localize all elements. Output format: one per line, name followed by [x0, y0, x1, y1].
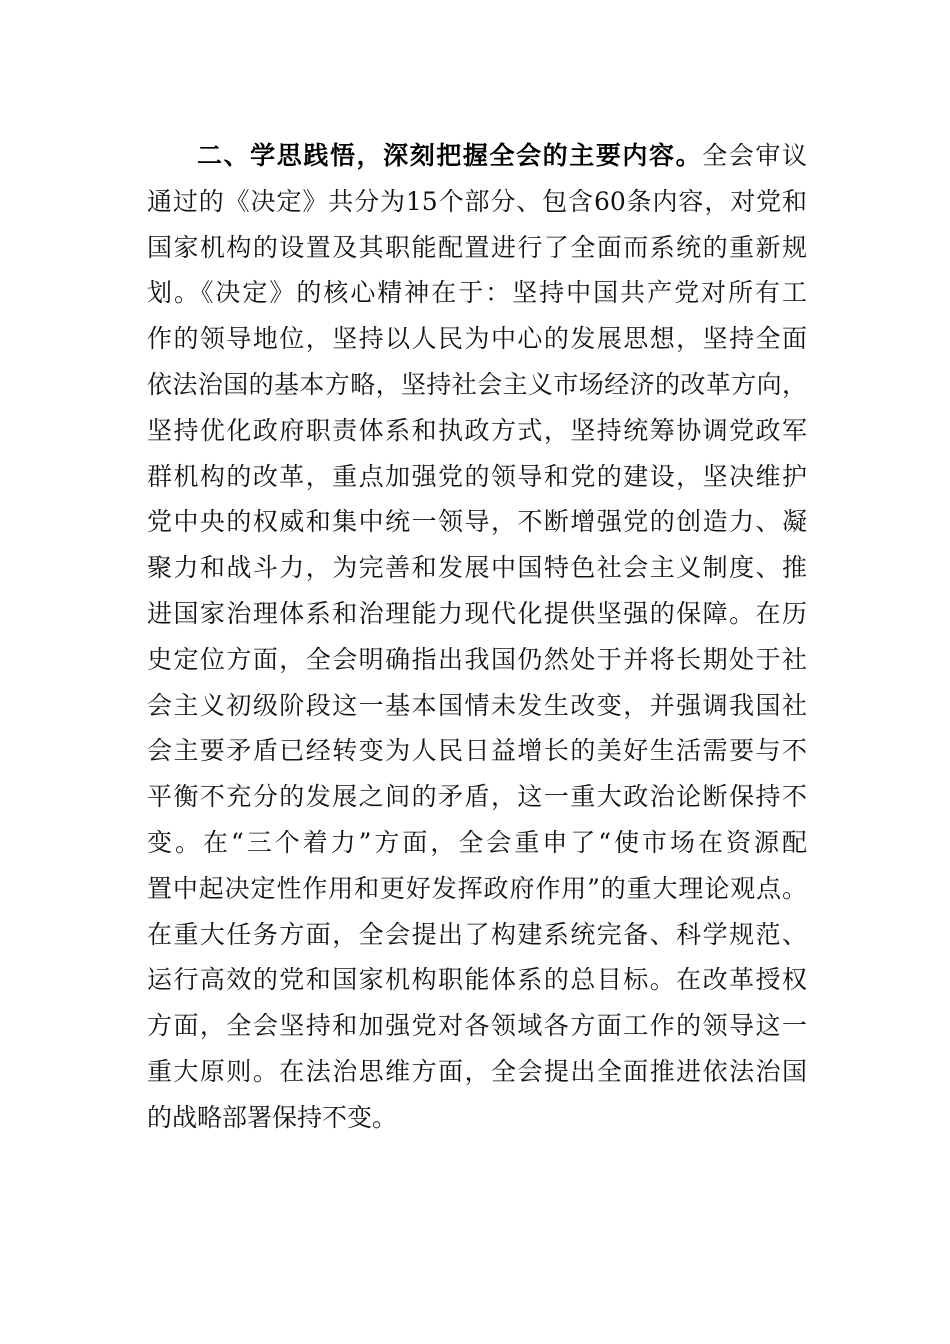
- paragraph-line-14: 会主要矛盾已经转变为人民日益增长的美好生活需要与不: [147, 736, 807, 766]
- paragraph-line-13: 会主义初级阶段这一基本国情未发生改变，并强调我国社: [147, 690, 807, 720]
- paragraph-line-5: 作的领导地位，坚持以人民为中心的发展思想，坚持全面: [147, 324, 807, 354]
- first-line-text: 全会审议: [702, 141, 807, 170]
- paragraph-line-19: 运行高效的党和国家机构职能体系的总目标。在改革授权: [147, 965, 807, 995]
- paragraph-line-20: 方面，全会坚持和加强党对各领域各方面工作的领导这一: [147, 1011, 807, 1041]
- paragraph-line-3: 国家机构的设置及其职能配置进行了全面而系统的重新规: [147, 232, 807, 262]
- paragraph-line-4: 划。《决定》的核心精神在于：坚持中国共产党对所有工: [147, 278, 807, 308]
- paragraph-line-18: 在重大任务方面，全会提出了构建系统完备、科学规范、: [147, 919, 807, 949]
- paragraph-line-6: 依法治国的基本方略，坚持社会主义市场经济的改革方向，: [147, 369, 807, 399]
- paragraph-line-22: 的战略部署保持不变。: [147, 1102, 398, 1132]
- paragraph-line-17: 置中起决定性作用和更好发挥政府作用”的重大理论观点。: [147, 873, 807, 903]
- paragraph-line-12: 史定位方面，全会明确指出我国仍然处于并将长期处于社: [147, 644, 807, 674]
- section-heading: 二、学思践悟，深刻把握全会的主要内容。: [197, 141, 703, 170]
- paragraph-line-7: 坚持优化政府职责体系和执政方式，坚持统筹协调党政军: [147, 415, 807, 445]
- body-text: [147, 133, 807, 1141]
- paragraph-line-16: 变。在“三个着力”方面，全会重申了“使市场在资源配: [147, 827, 807, 857]
- paragraph-line-10: 聚力和战斗力，为完善和发展中国特色社会主义制度、推: [147, 553, 807, 583]
- paragraph-line-11: 进国家治理体系和治理能力现代化提供坚强的保障。在历: [147, 598, 807, 628]
- paragraph-line-8: 群机构的改革，重点加强党的领导和党的建设，坚决维护: [147, 461, 807, 491]
- paragraph-line-2: 通过的《决定》共分为15个部分、包含60条内容，对党和: [147, 186, 807, 216]
- paragraph-line-21: 重大原则。在法治思维方面，全会提出全面推进依法治国: [147, 1056, 807, 1086]
- paragraph-line-15: 平衡不充分的发展之间的矛盾，这一重大政治论断保持不: [147, 782, 807, 812]
- paragraph-line-1: [147, 133, 807, 179]
- paragraph-line-9: 党中央的权威和集中统一领导，不断增强党的创造力、凝: [147, 507, 807, 537]
